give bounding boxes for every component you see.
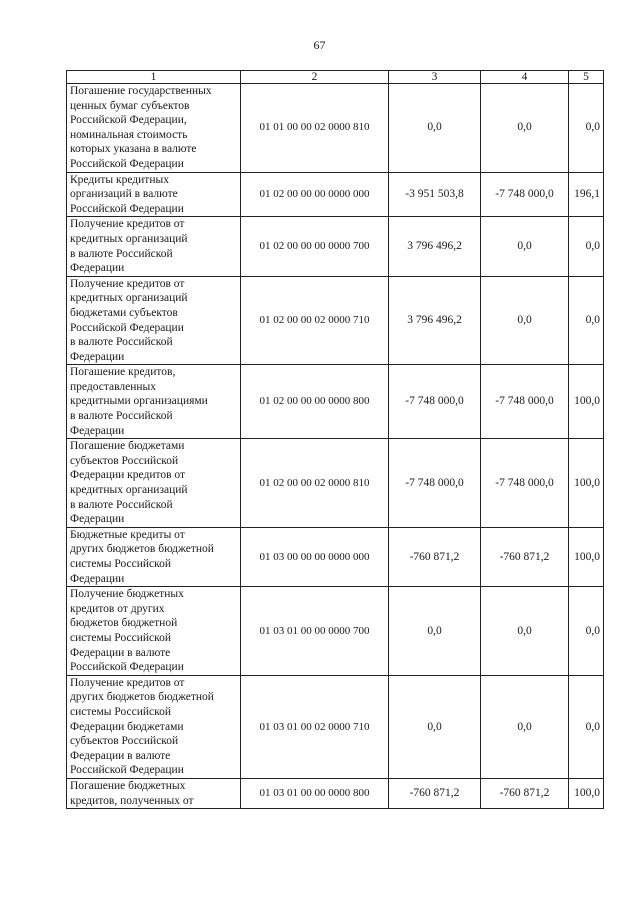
row-col5-cell: 100,0	[569, 439, 604, 528]
row-col5-cell: 196,1	[569, 172, 604, 217]
row-code-cell: 01 02 00 00 02 0000 710	[241, 276, 389, 365]
row-name-line: системы Российской	[70, 705, 172, 718]
header-col-1: 1	[67, 71, 241, 84]
row-name-cell	[67, 675, 241, 778]
row-col5-cell: 0,0	[569, 84, 604, 173]
row-name-line: Федерации бюджетами	[70, 720, 184, 733]
row-name-line: других бюджетов бюджетной	[70, 691, 214, 704]
row-name-line: кредитов, полученных от	[70, 794, 194, 807]
row-name-line: Российской Федерации	[70, 321, 184, 334]
row-code-cell: 01 03 01 00 00 0000 800	[241, 778, 389, 808]
row-col3-cell: -3 951 503,8	[389, 172, 481, 217]
row-col4-cell: 0,0	[481, 276, 569, 365]
row-col3-cell: -7 748 000,0	[389, 365, 481, 439]
row-col5-cell: 100,0	[569, 527, 604, 586]
row-col4-cell: 0,0	[481, 84, 569, 173]
table-row	[67, 439, 604, 528]
table-row	[67, 365, 604, 439]
table-row	[67, 217, 604, 276]
header-col-3: 3	[389, 71, 481, 84]
row-code-cell: 01 02 00 00 00 0000 000	[241, 172, 389, 217]
row-col3-cell: 3 796 496,2	[389, 217, 481, 276]
row-name-cell	[67, 172, 241, 217]
row-name-line: Федерации	[70, 424, 125, 437]
row-name-line: бюджетов бюджетной	[70, 617, 178, 630]
table-body	[67, 84, 604, 809]
row-name-line: в валюте Российской	[70, 410, 173, 423]
row-name-line: Российской Федерации	[70, 764, 184, 777]
row-name-line: Погашение государственных	[70, 85, 212, 97]
row-col5-cell: 0,0	[569, 276, 604, 365]
row-name-cell	[67, 217, 241, 276]
row-col3-cell: 0,0	[389, 587, 481, 676]
row-col3-cell: 0,0	[389, 84, 481, 173]
row-code-cell: 01 02 00 00 00 0000 800	[241, 365, 389, 439]
row-code-cell: 01 03 01 00 02 0000 710	[241, 675, 389, 778]
row-col4-cell: -7 748 000,0	[481, 439, 569, 528]
row-name-line: Получение кредитов от	[70, 676, 185, 689]
row-col3-cell: 3 796 496,2	[389, 276, 481, 365]
row-col5-cell: 100,0	[569, 365, 604, 439]
row-name-line: ценных бумаг субъектов	[70, 99, 190, 112]
header-col-2: 2	[241, 71, 389, 84]
row-col3-cell: -760 871,2	[389, 778, 481, 808]
row-col4-cell: 0,0	[481, 217, 569, 276]
row-code-cell: 01 03 00 00 00 0000 000	[241, 527, 389, 586]
row-name-cell	[67, 439, 241, 528]
row-name-line: Российской Федерации	[70, 202, 184, 215]
row-name-cell	[67, 276, 241, 365]
row-name-line: Кредиты кредитных	[70, 173, 169, 186]
row-name-line: субъектов Российской	[70, 735, 179, 748]
row-name-line: предоставленных	[70, 380, 157, 393]
row-code-cell: 01 02 00 00 02 0000 810	[241, 439, 389, 528]
row-col4-cell: 0,0	[481, 587, 569, 676]
row-name-line: системы Российской	[70, 631, 172, 644]
header-col-4: 4	[481, 71, 569, 84]
row-code-cell: 01 01 00 00 02 0000 810	[241, 84, 389, 173]
row-name-line: Федерации	[70, 262, 125, 275]
row-col4-cell: 0,0	[481, 675, 569, 778]
row-name-cell	[67, 84, 241, 173]
row-name-line: Получение бюджетных	[70, 588, 184, 601]
row-name-line: Российской Федерации,	[70, 114, 187, 127]
row-name-cell	[67, 778, 241, 808]
row-name-line: Получение кредитов от	[70, 277, 185, 290]
table-row	[67, 276, 604, 365]
row-name-line: в валюте Российской	[70, 247, 173, 260]
header-col-5: 5	[569, 71, 604, 84]
row-name-line: кредитных организаций	[70, 232, 188, 245]
table-row	[67, 587, 604, 676]
row-name-line: Федерации	[70, 350, 125, 363]
row-name-cell	[67, 587, 241, 676]
row-name-line: субъектов Российской	[70, 454, 179, 467]
row-name-line: которых указана в валюте	[70, 143, 197, 156]
page-number: 67	[313, 38, 326, 52]
row-name-line: кредитных организаций	[70, 484, 188, 497]
row-col4-cell: -7 748 000,0	[481, 365, 569, 439]
row-name-line: Погашение бюджетных	[70, 779, 186, 792]
row-col3-cell: -7 748 000,0	[389, 439, 481, 528]
row-name-line: бюджетами субъектов	[70, 306, 178, 319]
row-col3-cell: 0,0	[389, 675, 481, 778]
table-row	[67, 84, 604, 173]
row-col4-cell: -760 871,2	[481, 778, 569, 808]
row-name-line: Погашение бюджетами	[70, 440, 185, 453]
row-name-line: Федерации	[70, 572, 125, 585]
row-col5-cell: 0,0	[569, 217, 604, 276]
table-row	[67, 527, 604, 586]
row-name-line: Погашение кредитов,	[70, 366, 176, 379]
row-name-line: системы Российской	[70, 558, 172, 570]
row-name-cell	[67, 365, 241, 439]
row-name-line: Федерации	[70, 513, 125, 526]
row-name-line: кредитов от других	[70, 602, 165, 615]
row-col5-cell: 0,0	[569, 587, 604, 676]
row-name-line: Получение кредитов от	[70, 218, 185, 231]
row-col5-cell: 100,0	[569, 778, 604, 808]
row-name-line: в валюте Российской	[70, 336, 173, 349]
row-code-cell: 01 03 01 00 00 0000 700	[241, 587, 389, 676]
table-row	[67, 172, 604, 217]
table-row	[67, 778, 604, 808]
row-name-line: других бюджетов бюджетной	[70, 543, 214, 556]
row-name-line: номинальная стоимость	[70, 128, 188, 141]
row-name-line: Бюджетные кредиты от	[70, 528, 185, 541]
row-name-line: Федерации в валюте	[70, 749, 171, 762]
row-col5-cell: 0,0	[569, 675, 604, 778]
row-name-line: организаций в валюте	[70, 188, 178, 201]
row-name-line: Российской Федерации	[70, 157, 184, 170]
table-header-row	[67, 71, 604, 84]
row-name-line: Федерации кредитов от	[70, 469, 186, 482]
row-name-line: Российской Федерации	[70, 661, 184, 674]
row-name-line: в валюте Российской	[70, 498, 173, 511]
row-col4-cell: -7 748 000,0	[481, 172, 569, 217]
budget-sources-table	[66, 70, 604, 809]
row-code-cell: 01 02 00 00 00 0000 700	[241, 217, 389, 276]
row-col3-cell: -760 871,2	[389, 527, 481, 586]
row-col4-cell: -760 871,2	[481, 527, 569, 586]
row-name-line: кредитными организациями	[70, 395, 208, 408]
row-name-line: Федерации в валюте	[70, 646, 171, 659]
table-row	[67, 675, 604, 778]
row-name-line: кредитных организаций	[70, 292, 188, 305]
row-name-cell	[67, 527, 241, 586]
